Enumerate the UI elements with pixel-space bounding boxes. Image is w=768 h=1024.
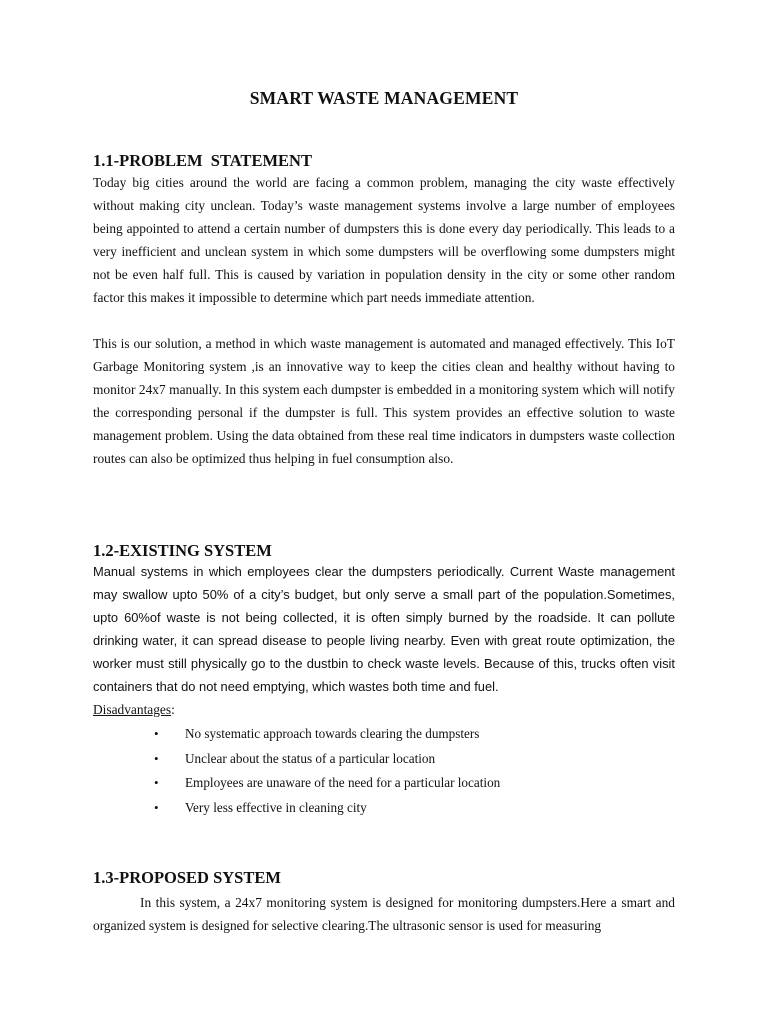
bullet-icon: • [154, 750, 159, 766]
disadvantages-label [93, 698, 175, 721]
section-heading-proposed-system: 1.3-PROPOSED SYSTEM [93, 868, 281, 887]
list-item-text: No systematic approach towards clearing the dumpsters [185, 726, 480, 741]
list-item-text: Very less effective in cleaning city [185, 799, 367, 815]
paragraph-existing-system: Manual systems in which employees clear the dumpsters periodically. Current Waste management may swallow upto 50% of a city’s budget, but only serve a small part of the population.Sometimes, upto 60%of waste is not being collected, it is often simply burned by the roadside. It can pollute drinking water, it can spread disease to people living nearby. Even with great route optimization, the worker must still physically go to the dustbin to check waste levels. Because of this, trucks often visit containers that do not need emptying, which wastes both time and fuel. [93, 564, 675, 694]
list-item [0, 747, 768, 772]
section-heading-existing-system: 1.2-EXISTING SYSTEM [93, 541, 272, 560]
disadvantages-label-text: Disadvantages [93, 702, 172, 717]
list-item [0, 771, 768, 796]
document-title: SMART WASTE MANAGEMENT [249, 88, 519, 108]
bullet-icon: • [154, 799, 159, 815]
bullet-icon: • [154, 726, 159, 741]
section-heading-problem-statement: 1.1-PROBLEM STATEMENT [93, 151, 312, 170]
list-item [0, 722, 768, 747]
paragraph-problem-2: This is our solution, a method in which waste management is automated and managed effectively. This IoT Garbage Monitoring system ,is an innovative way to keep the cities clean and healthy without having to monitor 24x7 manually. In this system each dumpster is embedded in a monitoring system which will notify the corresponding personal if the dumpster is full. This system provides an effective solution to waste management problem. Using the data obtained from these real time indicators in dumpsters waste collection routes can also be optimized thus helping in fuel consumption also. [93, 336, 675, 466]
disadvantages-label-colon: : [171, 702, 175, 717]
paragraph-proposed-system: In this system, a 24x7 monitoring system is designed for monitoring dumpsters.Here a smart and organized system is designed for selective clearing.The ultrasonic sensor is used for measuring [93, 895, 675, 933]
bullet-icon: • [154, 775, 159, 790]
paragraph-problem-1: Today big cities around the world are facing a common problem, managing the city waste effectively without making city unclean. Today’s waste management systems involve a large number of employees being appointed to attend a certain number of dumpsters this is done every day periodically. This leads to a very inefficient and unclean system in which some dumpsters will be overflowing some dumpsters might not be even half full. This is caused by variation in population density in the city or some other random factor this makes it impossible to determine which part needs immediate attention. [93, 175, 675, 305]
list-item-text: Unclear about the status of a particular location [185, 750, 436, 766]
disadvantages-list [0, 722, 768, 820]
list-item-text: Employees are unaware of the need for a particular location [185, 775, 501, 790]
list-item [0, 796, 768, 821]
